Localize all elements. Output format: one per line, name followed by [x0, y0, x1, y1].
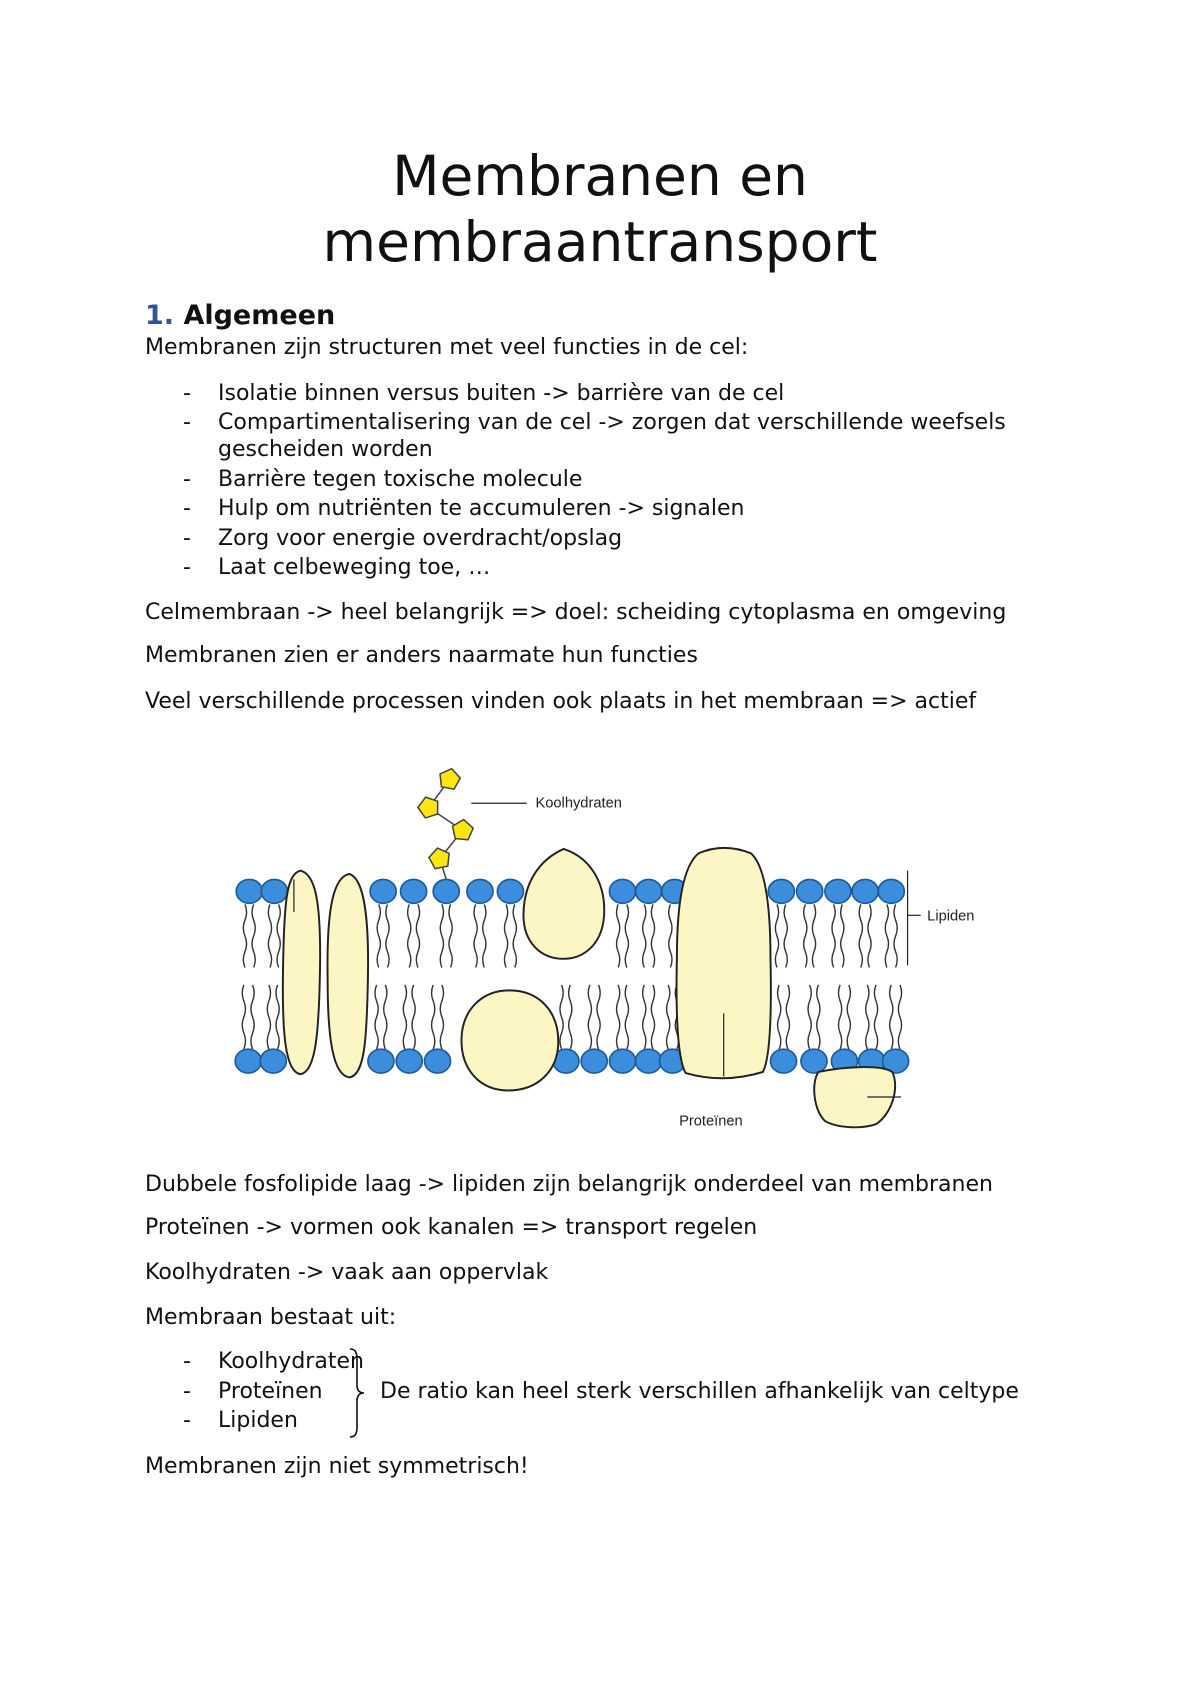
lipid-tail — [643, 904, 646, 967]
list-bullet: - — [183, 381, 191, 406]
lipid-tail — [617, 985, 620, 1049]
title-line-1: Membranen en — [392, 144, 808, 208]
lipid-tail — [408, 904, 411, 967]
lipid-tail — [277, 904, 280, 967]
lipid-tail — [588, 985, 591, 1049]
phospholipid-head — [636, 1049, 662, 1073]
lipid-tail — [251, 985, 254, 1049]
paragraph: Proteïnen -> vormen ook kanalen => transport regelen — [145, 1215, 758, 1240]
list-item: Barrière tegen toxische molecule — [218, 467, 583, 492]
phospholipid-head — [370, 879, 396, 903]
lipid-tail — [841, 904, 844, 967]
phospholipid-head — [770, 1049, 796, 1073]
title-line-2: membraantransport — [322, 210, 878, 274]
lipid-tail — [894, 904, 897, 967]
phospholipid-head — [467, 879, 493, 903]
lipid-tail — [474, 904, 477, 967]
list-item: Koolhydraten — [218, 1349, 364, 1374]
lipid-tail — [252, 904, 255, 967]
phospholipid-head — [424, 1049, 450, 1073]
lipid-tail — [449, 904, 452, 967]
lipid-tail — [625, 985, 628, 1049]
phospholipid-head — [401, 879, 427, 903]
phospholipid-head — [636, 879, 662, 903]
section-heading — [145, 299, 335, 333]
curly-brace — [346, 1347, 370, 1439]
lipid-tail — [504, 904, 507, 967]
phospholipid-head — [235, 1049, 261, 1073]
list-item: Lipiden — [218, 1408, 298, 1433]
lipid-tail — [812, 904, 815, 967]
phospholipid-head — [609, 879, 635, 903]
phospholipid-head — [825, 879, 851, 903]
phospholipid-head — [261, 879, 287, 903]
carbohydrate-unit — [440, 769, 460, 790]
lipid-tail — [651, 904, 654, 967]
lipid-tail — [775, 904, 778, 967]
phospholipid-head — [433, 879, 459, 903]
lipid-tail — [375, 985, 378, 1049]
list-item: Compartimentalisering van de cel -> zorgen dat verschillende weefsels gescheiden worden — [218, 410, 1006, 462]
lipid-tail — [667, 985, 670, 1049]
lipid-tail — [386, 904, 389, 967]
lipid-tail — [890, 985, 893, 1049]
lipid-tail — [804, 904, 807, 967]
lipid-tail — [432, 985, 435, 1049]
lipid-tail — [560, 985, 563, 1049]
paragraph: Veel verschillende processen vinden ook plaats in het membraan => actief — [145, 689, 977, 714]
list-item: Hulp om nutriënten te accumuleren -> signalen — [218, 496, 745, 521]
lipid-tail — [597, 985, 600, 1049]
membrane-diagram — [223, 751, 985, 1134]
paragraph: Dubbele fosfolipide laag -> lipiden zijn belangrijk onderdeel van membranen — [145, 1172, 993, 1197]
list-bullet: - — [183, 526, 191, 551]
conclusion: Membranen zijn niet symmetrisch! — [145, 1454, 529, 1479]
transmembrane-protein — [283, 871, 320, 1074]
lipid-tail — [513, 904, 516, 967]
outer-protein — [523, 849, 604, 959]
list-bullet: - — [183, 1349, 191, 1374]
lipid-tail — [898, 985, 901, 1049]
paragraph: Koolhydraten -> vaak aan oppervlak — [145, 1260, 549, 1285]
carbohydrate-unit — [418, 797, 438, 818]
curly-brace-path — [350, 1349, 364, 1437]
phospholipid-head — [581, 1049, 607, 1073]
section-title: Algemeen — [183, 300, 336, 331]
transmembrane-protein — [327, 874, 368, 1077]
lipid-tail — [384, 985, 387, 1049]
paragraph: Membranen zien er anders naarmate hun functies — [145, 643, 698, 668]
lipid-tail — [625, 904, 628, 967]
section-number: 1. — [145, 300, 175, 331]
lipid-tail — [243, 904, 246, 967]
composition-note: De ratio kan heel sterk verschillen afhankelijk van celtype — [380, 1379, 1019, 1404]
lipid-tail — [859, 904, 862, 967]
list-item: Laat celbeweging toe, … — [218, 555, 491, 580]
phospholipid-head — [236, 879, 262, 903]
phospholipid-head — [260, 1049, 286, 1073]
lipid-tail — [276, 985, 279, 1049]
lipid-tail — [874, 985, 877, 1049]
list-bullet: - — [183, 410, 191, 435]
list-bullet: - — [183, 1408, 191, 1433]
phospholipid-head — [797, 879, 823, 903]
lipid-tail — [377, 904, 380, 967]
lipid-tail — [838, 985, 841, 1049]
phospholipid-head — [368, 1049, 394, 1073]
lipid-tail — [617, 904, 620, 967]
phospholipid-head — [396, 1049, 422, 1073]
lipid-tail — [483, 904, 486, 967]
lipid-tail — [267, 985, 270, 1049]
lipid-tail — [440, 904, 443, 967]
lipid-tail — [778, 985, 781, 1049]
lipid-tail — [268, 904, 271, 967]
phospholipid-head — [852, 879, 878, 903]
lipid-tail — [808, 985, 811, 1049]
label-carbohydrates: Koolhydraten — [535, 795, 622, 812]
list-item: Isolatie binnen versus buiten -> barrière van de cel — [218, 381, 785, 406]
intro-paragraph: Membranen zijn structuren met veel functies in de cel: — [145, 335, 749, 360]
lipid-tail — [784, 904, 787, 967]
list-item: Zorg voor energie overdracht/opslag — [218, 526, 623, 551]
list-bullet: - — [183, 555, 191, 580]
phospholipid-head — [609, 1049, 635, 1073]
lipid-tail — [669, 904, 672, 967]
label-lipids: Lipiden — [927, 908, 975, 925]
list-bullet: - — [183, 496, 191, 521]
lipid-tail — [847, 985, 850, 1049]
inner-protein — [461, 990, 558, 1090]
lipid-tail — [643, 985, 646, 1049]
phospholipid-head — [801, 1049, 827, 1073]
lipid-tail — [651, 985, 654, 1049]
lipid-tail — [885, 904, 888, 967]
paragraph: Celmembraan -> heel belangrijk => doel: scheiding cytoplasma en omgeving — [145, 600, 1007, 625]
lipid-tail — [242, 985, 245, 1049]
lipid-tail — [786, 985, 789, 1049]
carbohydrate-unit — [453, 820, 474, 840]
carbohydrate-chain — [418, 769, 473, 880]
lipid-tail — [866, 985, 869, 1049]
lipid-tail — [832, 904, 835, 967]
lipid-tail — [416, 904, 419, 967]
lipid-tail — [569, 985, 572, 1049]
lipid-tail — [412, 985, 415, 1049]
lipid-tail — [817, 985, 820, 1049]
label-proteins: Proteïnen — [679, 1113, 743, 1130]
lipid-tail — [440, 985, 443, 1049]
list-bullet: - — [183, 1379, 191, 1404]
lipid-tail — [868, 904, 871, 967]
lipid-tail — [403, 985, 406, 1049]
document-title — [145, 143, 1055, 275]
phospholipid-head — [768, 879, 794, 903]
phospholipid-head — [497, 879, 523, 903]
list-bullet: - — [183, 467, 191, 492]
composition-intro: Membraan bestaat uit: — [145, 1305, 397, 1330]
list-item: Proteïnen — [218, 1379, 323, 1404]
phospholipid-head — [878, 879, 904, 903]
